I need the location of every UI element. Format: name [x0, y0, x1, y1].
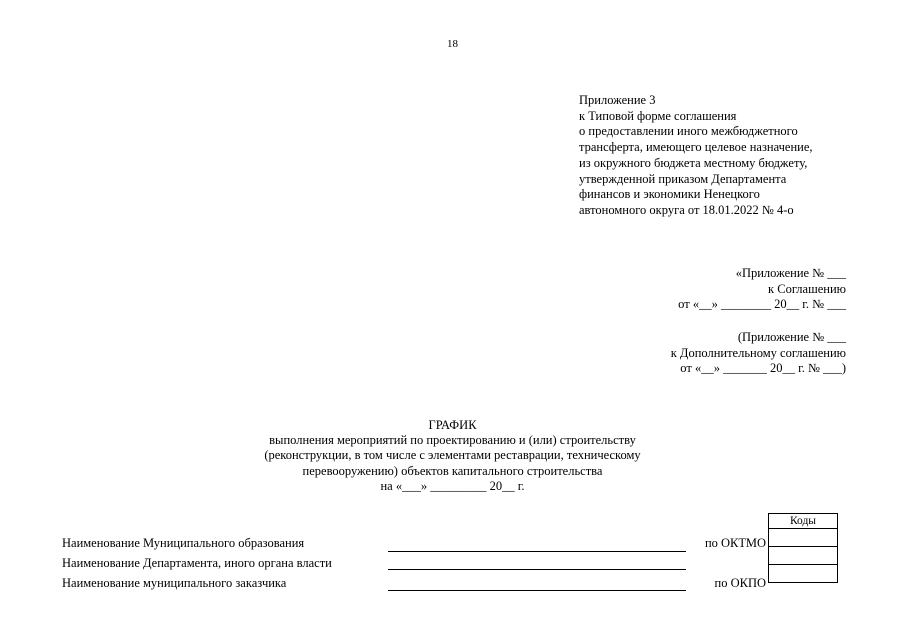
- title-line: выполнения мероприятий по проектированию и (или) строительству: [269, 433, 636, 448]
- title-heading: ГРАФИК: [428, 418, 477, 432]
- page-number: 18: [447, 38, 458, 50]
- annex-line: финансов и экономики Ненецкого: [579, 187, 760, 202]
- codes-header: Коды: [769, 514, 838, 529]
- additional-line: (Приложение № ___: [737, 330, 846, 344]
- annex-line: из окружного бюджета местному бюджету,: [579, 155, 808, 170]
- field-line-municipality: [388, 551, 686, 552]
- code-label-okpo: по ОКПО: [714, 576, 766, 590]
- title-line: перевооружению) объектов капитального строительства: [302, 463, 603, 478]
- agreement-line: к Соглашению: [768, 281, 846, 296]
- annex-line: автономного округа от 18.01.2022 № 4-о: [579, 202, 794, 217]
- code-cell-okpo[interactable]: [769, 565, 838, 583]
- field-line-department: [388, 569, 686, 570]
- title-line: (реконструкции, в том числе с элементами реставрации, техническому: [264, 448, 641, 463]
- code-label-oktmo: по ОКТМО: [704, 536, 766, 550]
- field-label-department: Наименование Департамента, иного органа власти: [62, 556, 332, 570]
- annex-line: трансферта, имеющего целевое назначение,: [579, 140, 813, 155]
- agreement-annex-block: [678, 266, 846, 313]
- annex-line: Приложение 3: [579, 93, 656, 107]
- annex-reference-block: [579, 93, 813, 219]
- agreement-line: от «__» ________ 20__ г. № ___: [678, 297, 846, 312]
- document-title: [0, 418, 905, 494]
- additional-agreement-block: [671, 330, 846, 377]
- title-line: на «___» _________ 20__ г.: [380, 478, 525, 493]
- code-cell-department[interactable]: [769, 547, 838, 565]
- annex-line: утвержденной приказом Департамента: [579, 171, 787, 186]
- additional-line: от «__» _______ 20__ г. № ___): [680, 361, 846, 376]
- code-cell-oktmo[interactable]: [769, 529, 838, 547]
- agreement-line: «Приложение № ___: [735, 266, 846, 280]
- codes-table: [768, 513, 838, 583]
- annex-line: к Типовой форме соглашения: [579, 108, 737, 123]
- additional-line: к Дополнительному соглашению: [670, 345, 846, 360]
- annex-line: о предоставлении иного межбюджетного: [579, 124, 798, 139]
- field-line-customer: [388, 590, 686, 591]
- field-label-municipality: Наименование Муниципального образования: [62, 536, 305, 550]
- field-label-customer: Наименование муниципального заказчика: [62, 576, 287, 590]
